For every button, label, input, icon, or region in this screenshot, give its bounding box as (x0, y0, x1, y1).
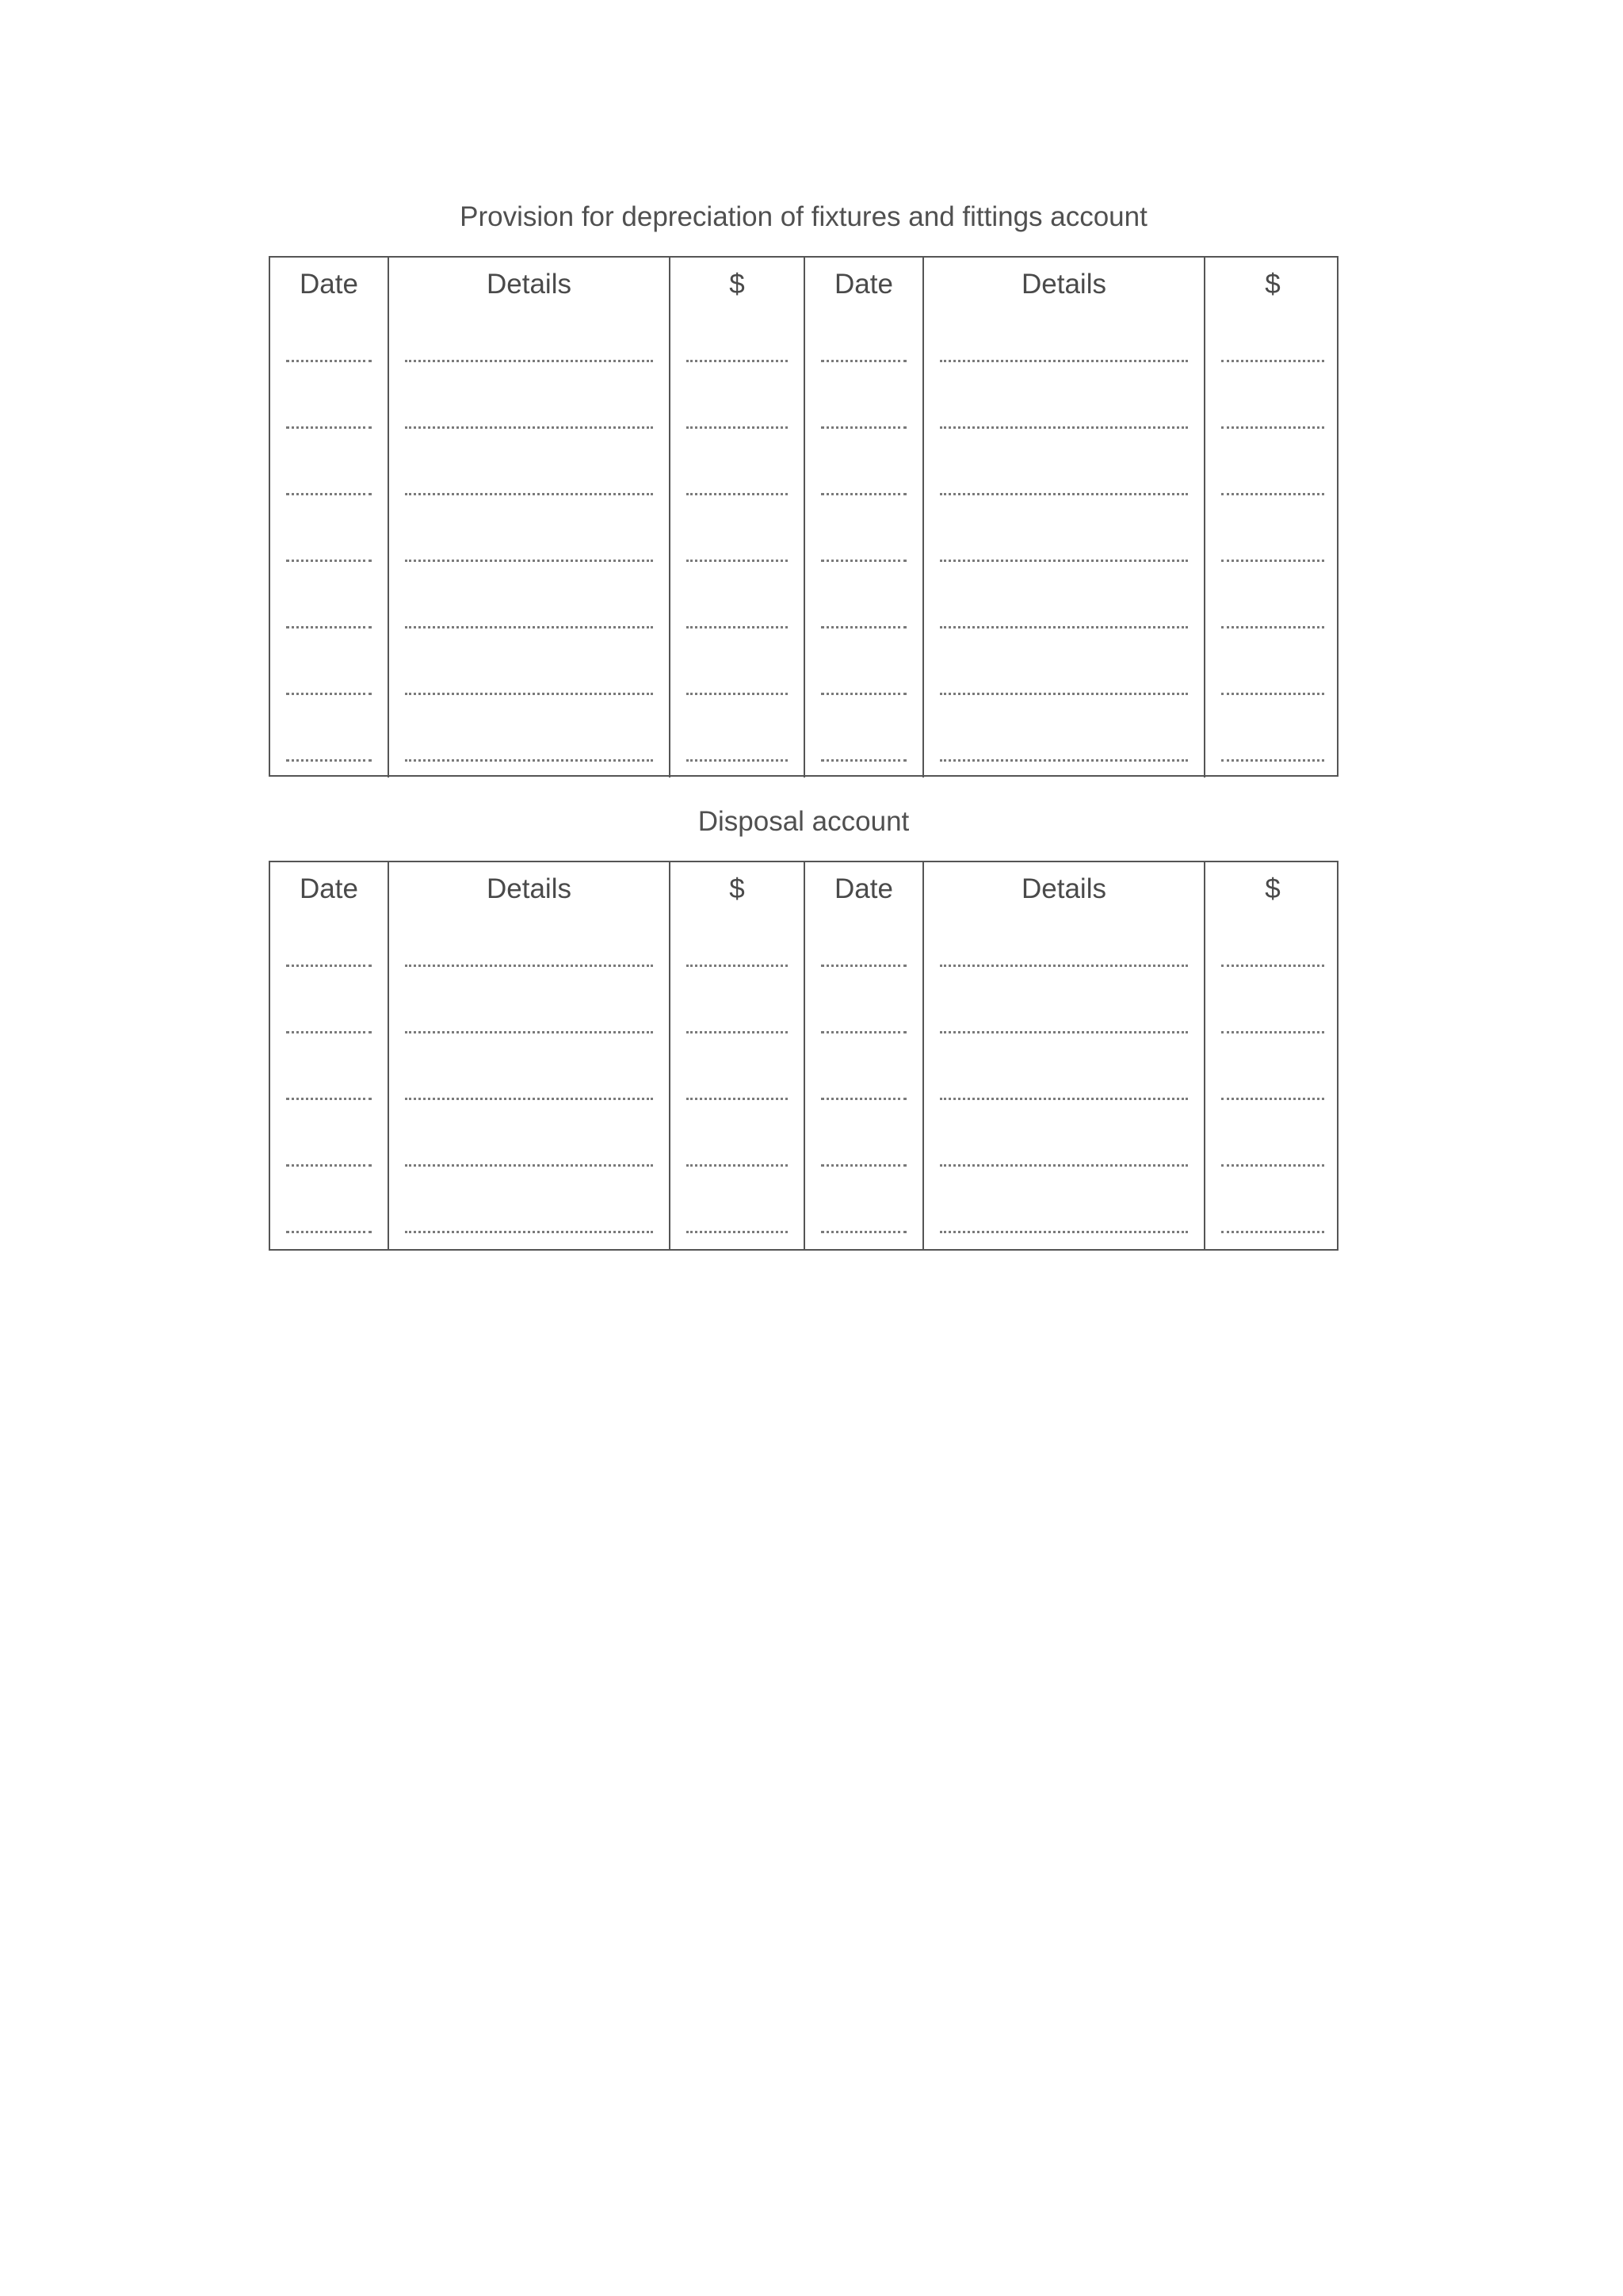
dotted-answer-line (686, 1031, 788, 1033)
dotted-answer-line (405, 493, 653, 495)
entry-field[interactable] (389, 511, 669, 578)
dotted-answer-line (821, 1231, 907, 1233)
dotted-answer-line (286, 1098, 372, 1100)
dotted-answer-line (686, 360, 788, 362)
entry-field[interactable] (924, 511, 1204, 578)
entry-field[interactable] (389, 1116, 669, 1182)
entry-field[interactable] (389, 983, 669, 1049)
entry-field[interactable] (670, 983, 804, 1049)
dotted-answer-line (686, 1098, 788, 1100)
column-header: Date (834, 873, 893, 904)
dotted-answer-line (940, 693, 1188, 695)
dotted-answer-line (286, 426, 372, 429)
dotted-answer-line (405, 1031, 653, 1033)
entry-field[interactable] (924, 916, 1204, 983)
entry-field[interactable] (1205, 311, 1340, 378)
account-title: Disposal account (697, 806, 910, 837)
ledger-column (670, 862, 805, 1249)
entry-field[interactable] (1205, 578, 1340, 644)
dotted-answer-line (405, 426, 653, 429)
dotted-answer-line (1221, 1031, 1324, 1033)
provision-depreciation-account (269, 201, 1338, 300)
column-header: $ (1265, 269, 1281, 300)
entry-field[interactable] (389, 445, 669, 511)
dotted-answer-line (821, 1098, 907, 1100)
dotted-answer-line (286, 493, 372, 495)
dotted-answer-line (286, 560, 372, 562)
dotted-answer-line (686, 493, 788, 495)
dotted-answer-line (821, 965, 907, 967)
dotted-answer-line (940, 1231, 1188, 1233)
column-header: $ (729, 873, 745, 904)
dotted-answer-line (1221, 426, 1324, 429)
entry-field[interactable] (805, 644, 922, 711)
dotted-answer-line (686, 1231, 788, 1233)
dotted-answer-line (940, 493, 1188, 495)
dotted-answer-line (1221, 493, 1324, 495)
dotted-answer-line (686, 759, 788, 762)
dotted-answer-line (940, 360, 1188, 362)
entry-field[interactable] (670, 578, 804, 644)
entry-field[interactable] (670, 1182, 804, 1249)
dotted-answer-line (686, 560, 788, 562)
ledger-column (389, 258, 670, 777)
dotted-answer-line (1221, 360, 1324, 362)
dotted-answer-line (821, 560, 907, 562)
dotted-answer-line (821, 693, 907, 695)
entry-field[interactable] (270, 1182, 388, 1249)
entry-field[interactable] (1205, 1182, 1340, 1249)
dotted-answer-line (405, 626, 653, 628)
entry-field[interactable] (270, 1049, 388, 1116)
entry-field[interactable] (270, 378, 388, 445)
entry-field[interactable] (805, 445, 922, 511)
entry-field[interactable] (389, 1049, 669, 1116)
entry-field[interactable] (805, 916, 922, 983)
entry-field[interactable] (1205, 711, 1340, 777)
entry-field[interactable] (670, 644, 804, 711)
dotted-answer-line (286, 360, 372, 362)
account-title: Provision for depreciation of fixtures and fittings account (460, 201, 1148, 232)
dotted-answer-line (940, 560, 1188, 562)
entry-field[interactable] (670, 1116, 804, 1182)
entry-field[interactable] (805, 578, 922, 644)
dotted-answer-line (405, 759, 653, 762)
entry-field[interactable] (389, 916, 669, 983)
dotted-answer-line (286, 1031, 372, 1033)
entry-field[interactable] (389, 378, 669, 445)
entry-field[interactable] (670, 916, 804, 983)
entry-field[interactable] (924, 1182, 1204, 1249)
dotted-answer-line (821, 360, 907, 362)
entry-field[interactable] (270, 983, 388, 1049)
entry-field[interactable] (924, 644, 1204, 711)
dotted-answer-line (405, 360, 653, 362)
entry-field[interactable] (270, 1116, 388, 1182)
entry-field[interactable] (924, 578, 1204, 644)
dotted-answer-line (821, 426, 907, 429)
entry-field[interactable] (670, 711, 804, 777)
dotted-answer-line (405, 965, 653, 967)
ledger-table (269, 256, 1338, 777)
column-header: Details (1022, 269, 1106, 300)
entry-field[interactable] (924, 1049, 1204, 1116)
ledger-column (924, 258, 1205, 777)
dotted-answer-line (940, 965, 1188, 967)
entry-field[interactable] (270, 311, 388, 378)
dotted-answer-line (286, 693, 372, 695)
entry-field[interactable] (389, 711, 669, 777)
dotted-answer-line (821, 493, 907, 495)
ledger-column (389, 862, 670, 1249)
entry-field[interactable] (805, 378, 922, 445)
dotted-answer-line (821, 759, 907, 762)
column-header: Details (487, 873, 571, 904)
dotted-answer-line (940, 426, 1188, 429)
dotted-answer-line (686, 426, 788, 429)
entry-field[interactable] (1205, 1116, 1340, 1182)
entry-field[interactable] (270, 916, 388, 983)
dotted-answer-line (940, 626, 1188, 628)
column-header: Details (487, 269, 571, 300)
entry-field[interactable] (924, 445, 1204, 511)
disposal-account (269, 806, 1338, 904)
dotted-answer-line (405, 693, 653, 695)
ledger-column (270, 862, 389, 1249)
dotted-answer-line (1221, 560, 1324, 562)
entry-field[interactable] (270, 711, 388, 777)
dotted-answer-line (940, 1098, 1188, 1100)
entry-field[interactable] (670, 378, 804, 445)
dotted-answer-line (405, 1098, 653, 1100)
column-header: Date (300, 269, 358, 300)
entry-field[interactable] (1205, 983, 1340, 1049)
dotted-answer-line (286, 1231, 372, 1233)
column-header: Date (834, 269, 893, 300)
ledger-column (1205, 862, 1340, 1249)
entry-field[interactable] (1205, 644, 1340, 711)
dotted-answer-line (940, 1031, 1188, 1033)
dotted-answer-line (821, 1164, 907, 1167)
entry-field[interactable] (805, 311, 922, 378)
entry-field[interactable] (670, 1049, 804, 1116)
dotted-answer-line (821, 1031, 907, 1033)
dotted-answer-line (286, 759, 372, 762)
dotted-answer-line (686, 1164, 788, 1167)
entry-field[interactable] (924, 983, 1204, 1049)
column-header: Details (1022, 873, 1106, 904)
entry-field[interactable] (805, 511, 922, 578)
dotted-answer-line (405, 1231, 653, 1233)
dotted-answer-line (1221, 965, 1324, 967)
dotted-answer-line (286, 1164, 372, 1167)
entry-field[interactable] (805, 1049, 922, 1116)
dotted-answer-line (286, 626, 372, 628)
dotted-answer-line (1221, 626, 1324, 628)
ledger-column (924, 862, 1205, 1249)
entry-field[interactable] (805, 1182, 922, 1249)
dotted-answer-line (821, 626, 907, 628)
dotted-answer-line (940, 1164, 1188, 1167)
dotted-answer-line (1221, 759, 1324, 762)
entry-field[interactable] (924, 711, 1204, 777)
entry-field[interactable] (270, 578, 388, 644)
entry-field[interactable] (389, 1182, 669, 1249)
ledger-column (1205, 258, 1340, 777)
entry-field[interactable] (1205, 445, 1340, 511)
entry-field[interactable] (924, 1116, 1204, 1182)
ledger-table (269, 861, 1338, 1251)
entry-field[interactable] (270, 511, 388, 578)
ledger-column (670, 258, 805, 777)
entry-field[interactable] (1205, 916, 1340, 983)
dotted-answer-line (686, 626, 788, 628)
ledger-column (805, 258, 924, 777)
dotted-answer-line (686, 693, 788, 695)
entry-field[interactable] (924, 378, 1204, 445)
dotted-answer-line (286, 965, 372, 967)
dotted-answer-line (405, 1164, 653, 1167)
dotted-answer-line (940, 759, 1188, 762)
entry-field[interactable] (805, 711, 922, 777)
entry-field[interactable] (670, 311, 804, 378)
dotted-answer-line (1221, 1231, 1324, 1233)
entry-field[interactable] (924, 311, 1204, 378)
dotted-answer-line (686, 965, 788, 967)
ledger-column (805, 862, 924, 1249)
ledger-column (270, 258, 389, 777)
entry-field[interactable] (805, 983, 922, 1049)
dotted-answer-line (405, 560, 653, 562)
entry-field[interactable] (670, 511, 804, 578)
entry-field[interactable] (270, 644, 388, 711)
entry-field[interactable] (670, 445, 804, 511)
entry-field[interactable] (1205, 378, 1340, 445)
column-header: $ (729, 269, 745, 300)
dotted-answer-line (1221, 693, 1324, 695)
entry-field[interactable] (1205, 511, 1340, 578)
entry-field[interactable] (389, 644, 669, 711)
entry-field[interactable] (270, 445, 388, 511)
entry-field[interactable] (389, 578, 669, 644)
column-header: $ (1265, 873, 1281, 904)
dotted-answer-line (1221, 1164, 1324, 1167)
dotted-answer-line (1221, 1098, 1324, 1100)
column-header: Date (300, 873, 358, 904)
entry-field[interactable] (1205, 1049, 1340, 1116)
entry-field[interactable] (389, 311, 669, 378)
entry-field[interactable] (805, 1116, 922, 1182)
